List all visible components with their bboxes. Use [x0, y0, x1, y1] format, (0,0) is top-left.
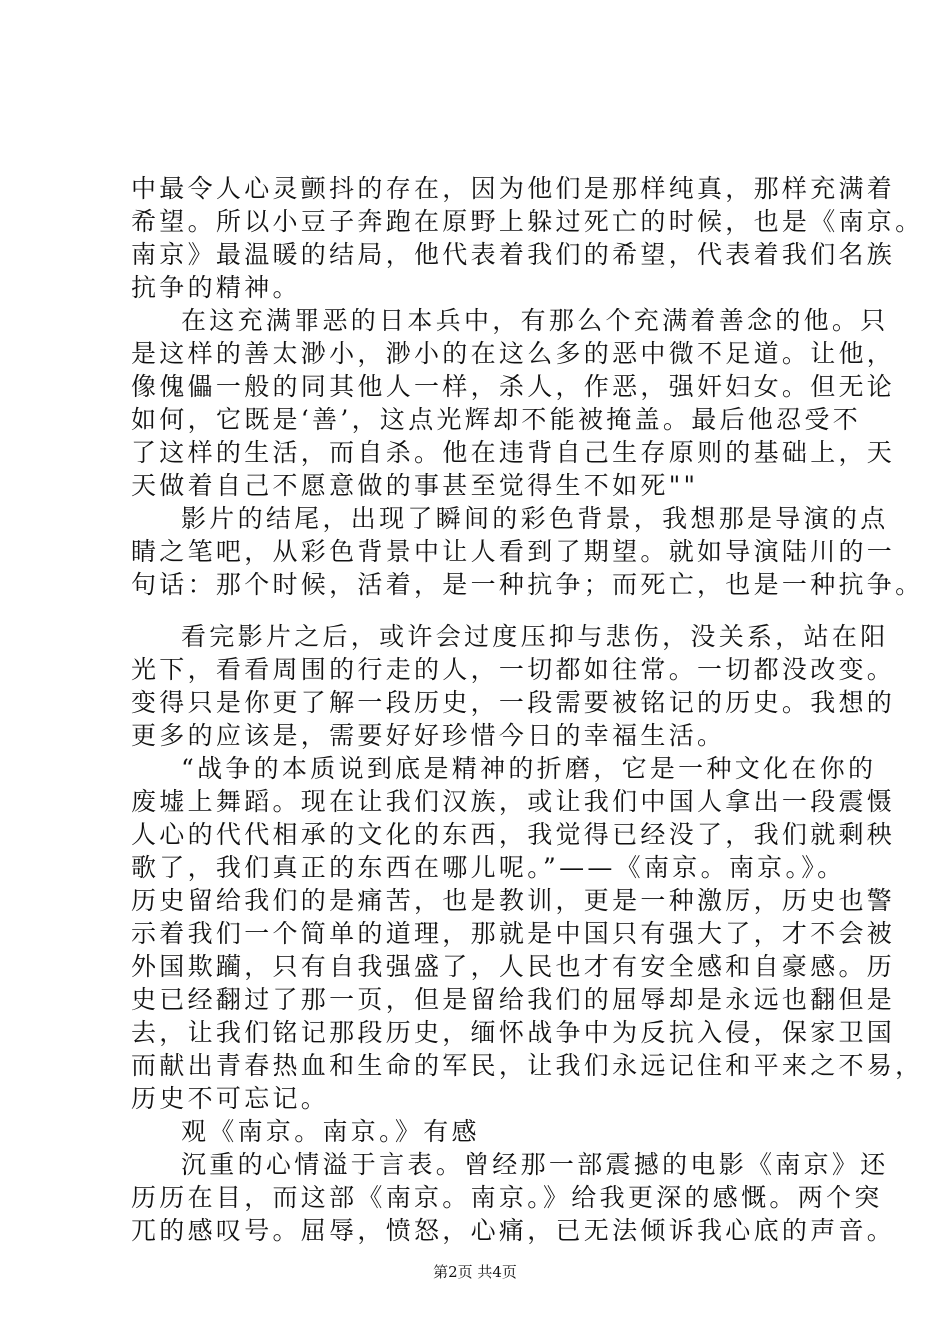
- paragraph-line: 句话：那个时候，活着，是一种抗争；而死亡，也是一种抗争。: [131, 570, 924, 599]
- paragraph-line: 天做着自己不愿意做的事甚至觉得生不如死"": [131, 471, 699, 500]
- paragraph-line: 看完影片之后，或许会过度压抑与悲伤，没关系，站在阳: [181, 622, 889, 651]
- paragraph-line: 沉重的心情溢于言表。曾经那一部震撼的电影《南京》还: [181, 1150, 889, 1179]
- paragraph-line: 废墟上舞蹈。现在让我们汉族，或让我们中国人拿出一段震慑: [131, 787, 896, 816]
- paragraph-line: 兀的感叹号。屈辱，愤怒，心痛，已无法倾诉我心底的声音。: [131, 1216, 896, 1245]
- paragraph-line: 示着我们一个简单的道理，那就是中国只有强大了，才不会被: [131, 919, 896, 948]
- paragraph-line: 光下，看看周围的行走的人，一切都如往常。一切都没改变。: [131, 655, 896, 684]
- paragraph-line: 外国欺躏，只有自我强盛了，人民也才有安全感和自豪感。历: [131, 952, 896, 981]
- paragraph-line: 是这样的善太渺小，渺小的在这么多的恶中微不足道。让他，: [131, 339, 896, 368]
- paragraph-line: 了这样的生活，而自杀。他在违背自己生存原则的基础上，天: [131, 438, 896, 467]
- paragraph-line: 变得只是你更了解一段历史，一段需要被铭记的历史。我想的: [131, 688, 896, 717]
- paragraph-line: 睛之笔吧，从彩色背景中让人看到了期望。就如导演陆川的一: [131, 537, 896, 566]
- paragraph-line: 南京》最温暖的结局，他代表着我们的希望，代表着我们名族: [131, 240, 896, 269]
- paragraph-line: 像傀儡一般的同其他人一样，杀人，作恶，强奸妇女。但无论: [131, 372, 896, 401]
- paragraph-line: 而献出青春热血和生命的军民，让我们永远记住和平来之不易，: [131, 1051, 924, 1080]
- paragraph-line: 如何，它既是‘善’，这点光辉却不能被掩盖。最后他忍受不: [131, 405, 861, 434]
- paragraph-line: 抗争的精神。: [131, 273, 301, 302]
- paragraph-line: 影片的结尾，出现了瞬间的彩色背景，我想那是导演的点: [181, 504, 889, 533]
- paragraph-line: 中最令人心灵颤抖的存在，因为他们是那样纯真，那样充满着: [131, 174, 896, 203]
- section-heading: 观《南京。南京。》有感: [181, 1117, 480, 1146]
- paragraph-line: “战争的本质说到底是精神的折磨，它是一种文化在你的: [181, 754, 877, 783]
- paragraph-line: 希望。所以小豆子奔跑在原野上躲过死亡的时候，也是《南京。: [131, 207, 924, 236]
- paragraph-line: 歌了，我们真正的东西在哪儿呢。”——《南京。南京。》。: [131, 853, 846, 882]
- paragraph-line: 更多的应该是，需要好好珍惜今日的幸福生活。: [131, 721, 726, 750]
- paragraph-line: 去，让我们铭记那段历史，缅怀战争中为反抗入侵，保家卫国: [131, 1018, 896, 1047]
- paragraph-line: 历史留给我们的是痛苦，也是教训，更是一种激厉，历史也警: [131, 886, 896, 915]
- page-number-footer: 第2页 共4页: [433, 1263, 517, 1281]
- paragraph-line: 历史不可忘记。: [131, 1084, 330, 1113]
- paragraph-line: 历历在目，而这部《南京。南京。》给我更深的感慨。两个突: [131, 1183, 883, 1212]
- paragraph-line: 人心的代代相承的文化的东西，我觉得已经没了，我们就剩秧: [131, 820, 896, 849]
- paragraph-line: 在这充满罪恶的日本兵中，有那么个充满着善念的他。只: [181, 306, 889, 335]
- paragraph-line: 史已经翻过了那一页，但是留给我们的屈辱却是永远也翻但是: [131, 985, 896, 1014]
